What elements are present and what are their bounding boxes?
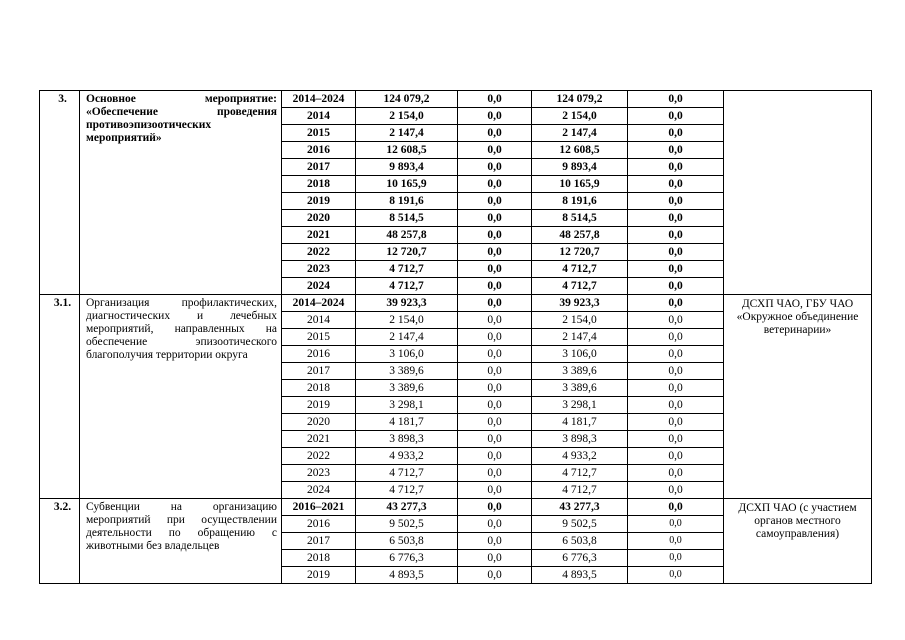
year-cell: 2024 [282,278,356,295]
okrug-budget-cell: 3 106,0 [532,346,628,363]
federal-budget-cell: 0,0 [458,516,532,533]
total-cell: 9 502,5 [356,516,458,533]
federal-budget-cell: 0,0 [458,295,532,312]
other-sources-cell: 0,0 [628,91,724,108]
federal-budget-cell: 0,0 [458,567,532,584]
other-sources-cell: 0,0 [628,346,724,363]
other-sources-cell: 0,0 [628,363,724,380]
federal-budget-cell: 0,0 [458,193,532,210]
year-cell: 2015 [282,125,356,142]
year-cell: 2023 [282,465,356,482]
other-sources-cell: 0,0 [628,312,724,329]
other-sources-cell: 0,0 [628,278,724,295]
total-cell: 6 503,8 [356,533,458,550]
federal-budget-cell: 0,0 [458,227,532,244]
okrug-budget-cell: 8 514,5 [532,210,628,227]
federal-budget-cell: 0,0 [458,363,532,380]
year-cell: 2016 [282,346,356,363]
total-cell: 10 165,9 [356,176,458,193]
total-cell: 3 898,3 [356,431,458,448]
okrug-budget-cell: 6 776,3 [532,550,628,567]
total-cell: 9 893,4 [356,159,458,176]
okrug-budget-cell: 124 079,2 [532,91,628,108]
year-cell: 2019 [282,567,356,584]
other-sources-cell: 0,0 [628,380,724,397]
other-sources-cell: 0,0 [628,550,724,567]
other-sources-cell: 0,0 [628,431,724,448]
year-cell: 2017 [282,159,356,176]
year-cell: 2015 [282,329,356,346]
year-cell: 2018 [282,550,356,567]
total-cell: 4 712,7 [356,261,458,278]
federal-budget-cell: 0,0 [458,312,532,329]
year-cell: 2019 [282,193,356,210]
other-sources-cell: 0,0 [628,567,724,584]
section-number: 3.1. [40,295,80,499]
federal-budget-cell: 0,0 [458,91,532,108]
section-name: Основное мероприятие: «Обеспечение проведения противоэпизоотических мероприятий» [80,91,282,295]
other-sources-cell: 0,0 [628,227,724,244]
other-sources-cell: 0,0 [628,125,724,142]
total-cell: 4 712,7 [356,465,458,482]
okrug-budget-cell: 4 712,7 [532,482,628,499]
federal-budget-cell: 0,0 [458,431,532,448]
other-sources-cell: 0,0 [628,329,724,346]
federal-budget-cell: 0,0 [458,142,532,159]
total-cell: 4 933,2 [356,448,458,465]
okrug-budget-cell: 12 608,5 [532,142,628,159]
year-cell: 2021 [282,431,356,448]
table-row [40,499,872,516]
total-cell: 2 154,0 [356,312,458,329]
year-cell: 2014 [282,312,356,329]
federal-budget-cell: 0,0 [458,346,532,363]
section-number: 3. [40,91,80,295]
other-sources-cell: 0,0 [628,295,724,312]
okrug-budget-cell: 2 147,4 [532,125,628,142]
okrug-budget-cell: 2 154,0 [532,312,628,329]
responsible-executor: ДСХП ЧАО, ГБУ ЧАО «Окружное объединение ветеринарии» [724,295,872,499]
year-cell: 2014–2024 [282,91,356,108]
total-cell: 3 298,1 [356,397,458,414]
total-cell: 124 079,2 [356,91,458,108]
okrug-budget-cell: 9 893,4 [532,159,628,176]
total-cell: 43 277,3 [356,499,458,516]
other-sources-cell: 0,0 [628,465,724,482]
okrug-budget-cell: 48 257,8 [532,227,628,244]
table-row [40,295,872,312]
total-cell: 8 191,6 [356,193,458,210]
other-sources-cell: 0,0 [628,397,724,414]
year-cell: 2021 [282,227,356,244]
federal-budget-cell: 0,0 [458,414,532,431]
year-cell: 2018 [282,176,356,193]
other-sources-cell: 0,0 [628,193,724,210]
federal-budget-cell: 0,0 [458,278,532,295]
other-sources-cell: 0,0 [628,414,724,431]
okrug-budget-cell: 3 389,6 [532,380,628,397]
total-cell: 4 893,5 [356,567,458,584]
okrug-budget-cell: 4 712,7 [532,465,628,482]
year-cell: 2017 [282,533,356,550]
federal-budget-cell: 0,0 [458,482,532,499]
federal-budget-cell: 0,0 [458,550,532,567]
federal-budget-cell: 0,0 [458,159,532,176]
federal-budget-cell: 0,0 [458,329,532,346]
total-cell: 48 257,8 [356,227,458,244]
year-cell: 2022 [282,244,356,261]
total-cell: 4 712,7 [356,482,458,499]
federal-budget-cell: 0,0 [458,108,532,125]
year-cell: 2018 [282,380,356,397]
federal-budget-cell: 0,0 [458,176,532,193]
total-cell: 3 389,6 [356,363,458,380]
okrug-budget-cell: 4 933,2 [532,448,628,465]
other-sources-cell: 0,0 [628,516,724,533]
year-cell: 2020 [282,414,356,431]
okrug-budget-cell: 43 277,3 [532,499,628,516]
year-cell: 2017 [282,363,356,380]
federal-budget-cell: 0,0 [458,380,532,397]
federal-budget-cell: 0,0 [458,261,532,278]
okrug-budget-cell: 9 502,5 [532,516,628,533]
budget-table [39,90,872,584]
okrug-budget-cell: 3 298,1 [532,397,628,414]
total-cell: 4 712,7 [356,278,458,295]
other-sources-cell: 0,0 [628,261,724,278]
total-cell: 12 720,7 [356,244,458,261]
federal-budget-cell: 0,0 [458,125,532,142]
year-cell: 2014 [282,108,356,125]
okrug-budget-cell: 4 893,5 [532,567,628,584]
year-cell: 2014–2024 [282,295,356,312]
okrug-budget-cell: 2 147,4 [532,329,628,346]
other-sources-cell: 0,0 [628,448,724,465]
okrug-budget-cell: 39 923,3 [532,295,628,312]
total-cell: 3 389,6 [356,380,458,397]
total-cell: 3 106,0 [356,346,458,363]
federal-budget-cell: 0,0 [458,448,532,465]
other-sources-cell: 0,0 [628,533,724,550]
year-cell: 2024 [282,482,356,499]
other-sources-cell: 0,0 [628,159,724,176]
other-sources-cell: 0,0 [628,176,724,193]
federal-budget-cell: 0,0 [458,210,532,227]
other-sources-cell: 0,0 [628,210,724,227]
responsible-executor: ДСХП ЧАО (с участием органов местного самоуправления) [724,499,872,584]
table-row [40,91,872,108]
total-cell: 2 147,4 [356,329,458,346]
other-sources-cell: 0,0 [628,482,724,499]
year-cell: 2022 [282,448,356,465]
okrug-budget-cell: 3 898,3 [532,431,628,448]
federal-budget-cell: 0,0 [458,244,532,261]
total-cell: 2 154,0 [356,108,458,125]
other-sources-cell: 0,0 [628,108,724,125]
federal-budget-cell: 0,0 [458,499,532,516]
section-name: Организация профилактических, диагностических и лечебных мероприятий, направленных на обеспечение эпизоотического благополучия территории округа [80,295,282,499]
other-sources-cell: 0,0 [628,499,724,516]
year-cell: 2016 [282,516,356,533]
year-cell: 2016–2021 [282,499,356,516]
other-sources-cell: 0,0 [628,244,724,261]
total-cell: 12 608,5 [356,142,458,159]
okrug-budget-cell: 2 154,0 [532,108,628,125]
okrug-budget-cell: 6 503,8 [532,533,628,550]
okrug-budget-cell: 10 165,9 [532,176,628,193]
total-cell: 39 923,3 [356,295,458,312]
federal-budget-cell: 0,0 [458,397,532,414]
federal-budget-cell: 0,0 [458,465,532,482]
okrug-budget-cell: 8 191,6 [532,193,628,210]
section-name: Субвенции на организацию мероприятий при осуществлении деятельности по обращению с животными без владельцев [80,499,282,584]
responsible-executor [724,91,872,295]
total-cell: 8 514,5 [356,210,458,227]
year-cell: 2019 [282,397,356,414]
year-cell: 2016 [282,142,356,159]
okrug-budget-cell: 12 720,7 [532,244,628,261]
federal-budget-cell: 0,0 [458,533,532,550]
okrug-budget-cell: 4 181,7 [532,414,628,431]
year-cell: 2020 [282,210,356,227]
okrug-budget-cell: 3 389,6 [532,363,628,380]
okrug-budget-cell: 4 712,7 [532,261,628,278]
other-sources-cell: 0,0 [628,142,724,159]
total-cell: 4 181,7 [356,414,458,431]
okrug-budget-cell: 4 712,7 [532,278,628,295]
section-number: 3.2. [40,499,80,584]
total-cell: 2 147,4 [356,125,458,142]
year-cell: 2023 [282,261,356,278]
total-cell: 6 776,3 [356,550,458,567]
